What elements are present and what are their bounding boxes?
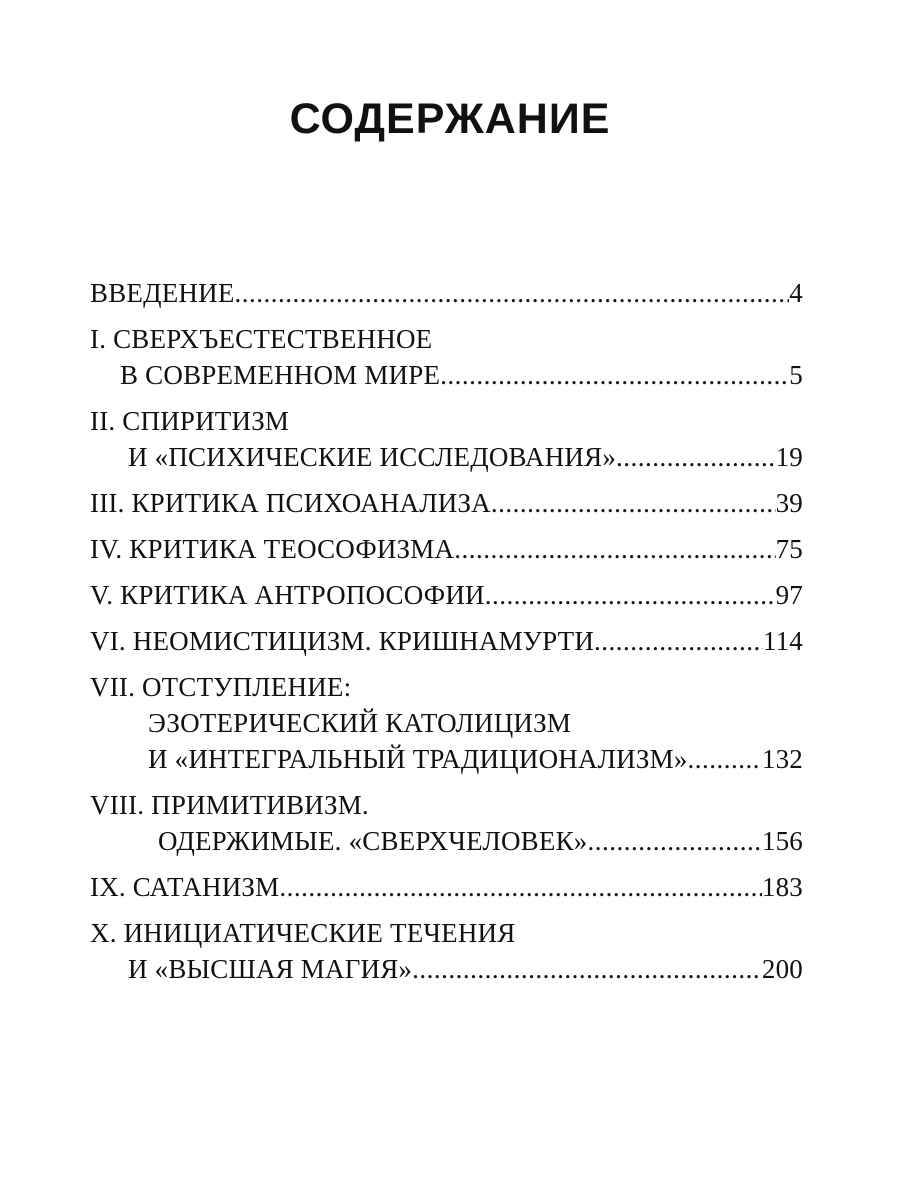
- toc-page-number: 114: [762, 626, 803, 656]
- toc-page-number: 39: [775, 488, 803, 518]
- toc-line: [90, 357, 803, 393]
- toc-entry[interactable]: [90, 669, 803, 777]
- toc-dot-leader: [235, 275, 790, 311]
- toc-page-number: 4: [789, 278, 803, 308]
- toc-entry-title: VII. ОТСТУПЛЕНИЕ:: [90, 672, 352, 702]
- toc-page-number: 97: [775, 580, 803, 610]
- toc-line: [90, 915, 803, 951]
- toc-entry[interactable]: [90, 485, 803, 521]
- page-title: СОДЕРЖАНИЕ: [289, 95, 611, 143]
- toc-line: [90, 577, 803, 613]
- toc-line: [90, 741, 803, 777]
- toc-page-number: 183: [761, 872, 803, 902]
- table-of-contents: [90, 275, 803, 997]
- toc-entry-title: IV. КРИТИКА ТЕОСОФИЗМА: [90, 534, 455, 564]
- toc-dot-leader: [588, 823, 762, 859]
- toc-line: [90, 403, 803, 439]
- toc-line: [90, 951, 803, 987]
- toc-entry-subtitle: В СОВРЕМЕННОМ МИРЕ: [120, 360, 441, 390]
- toc-dot-leader: [279, 869, 762, 905]
- toc-dot-leader: [491, 485, 776, 521]
- toc-page-number: 156: [761, 826, 803, 856]
- toc-entry[interactable]: [90, 531, 803, 567]
- toc-entry-subtitle: И «ПСИХИЧЕСКИЕ ИССЛЕДОВАНИЯ»: [128, 442, 617, 472]
- toc-dot-leader: [454, 531, 775, 567]
- toc-entry-title: VIII. ПРИМИТИВИЗМ.: [90, 790, 369, 820]
- toc-page-number: 75: [775, 534, 803, 564]
- toc-line: [90, 787, 803, 823]
- toc-line: [90, 669, 803, 705]
- toc-page-number: 132: [761, 744, 803, 774]
- toc-entry-title: IX. САТАНИЗМ: [90, 872, 280, 902]
- toc-entry[interactable]: [90, 321, 803, 393]
- toc-line: [90, 869, 803, 905]
- toc-entry[interactable]: [90, 787, 803, 859]
- toc-line: [90, 531, 803, 567]
- toc-entry-title: V. КРИТИКА АНТРОПОСОФИИ: [90, 580, 485, 610]
- toc-dot-leader: [440, 357, 789, 393]
- toc-dot-leader: [616, 439, 776, 475]
- toc-entry[interactable]: [90, 275, 803, 311]
- toc-entry-title: I. СВЕРХЪЕСТЕСТВЕННОЕ: [90, 324, 433, 354]
- toc-line: [90, 705, 803, 741]
- toc-dot-leader: [594, 623, 763, 659]
- toc-entry[interactable]: [90, 403, 803, 475]
- toc-line: [90, 275, 803, 311]
- toc-entry-title: X. ИНИЦИАТИЧЕСКИЕ ТЕЧЕНИЯ: [90, 918, 516, 948]
- toc-entry[interactable]: [90, 623, 803, 659]
- toc-line: [90, 321, 803, 357]
- toc-page-number: 5: [789, 360, 803, 390]
- toc-page-number: 200: [761, 954, 803, 984]
- toc-entry-subtitle: И «ВЫСШАЯ МАГИЯ»: [128, 954, 413, 984]
- toc-entry[interactable]: [90, 915, 803, 987]
- toc-entry-subtitle: ОДЕРЖИМЫЕ. «СВЕРХЧЕЛОВЕК»: [158, 826, 588, 856]
- toc-dot-leader: [485, 577, 776, 613]
- toc-line: [90, 823, 803, 859]
- toc-entry-title: II. СПИРИТИЗМ: [90, 406, 290, 436]
- toc-entry-title: III. КРИТИКА ПСИХОАНАЛИЗА: [90, 488, 491, 518]
- toc-line: [90, 623, 803, 659]
- toc-entry-title: VI. НЕОМИСТИЦИЗМ. КРИШНАМУРТИ: [90, 626, 595, 656]
- toc-page-number: 19: [775, 442, 803, 472]
- toc-line: [90, 439, 803, 475]
- toc-entry-title: ВВЕДЕНИЕ: [90, 278, 235, 308]
- toc-dot-leader: [688, 741, 762, 777]
- toc-entry[interactable]: [90, 577, 803, 613]
- toc-line: [90, 485, 803, 521]
- toc-entry-subtitle: И «ИНТЕГРАЛЬНЫЙ ТРАДИЦИОНАЛИЗМ»: [148, 744, 688, 774]
- toc-dot-leader: [412, 951, 762, 987]
- toc-entry[interactable]: [90, 869, 803, 905]
- toc-entry-subtitle: ЭЗОТЕРИЧЕСКИЙ КАТОЛИЦИЗМ: [148, 708, 572, 738]
